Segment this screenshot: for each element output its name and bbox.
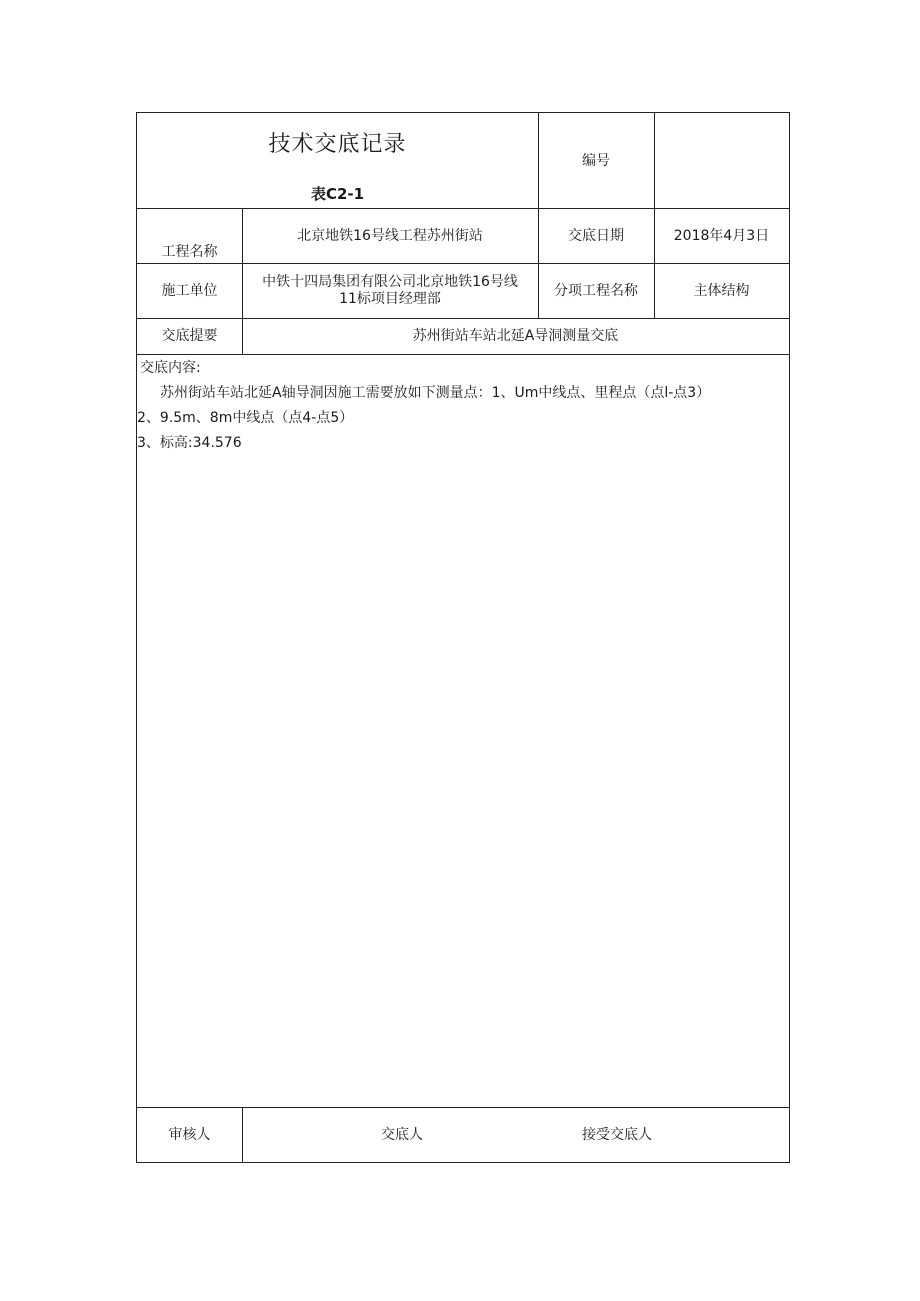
summary-value[interactable]: 苏州街站车站北延A导洞测量交底 (412, 328, 619, 344)
contractor-label: 施工单位 (161, 282, 218, 299)
contractor-value-line: 11标项目经理部 (339, 290, 441, 307)
content-line: 3、标高:34.576 (137, 435, 242, 451)
project-name-label: 工程名称 (161, 244, 218, 260)
disclosure-content[interactable] (137, 356, 789, 456)
contractor-value[interactable] (242, 263, 538, 318)
date-label: 交底日期 (568, 227, 624, 244)
contractor-value-line: 中铁十四局集团有限公司北京地铁16号线 (262, 273, 518, 290)
date-value[interactable]: 2018年4月3日 (673, 227, 770, 244)
project-name-value[interactable]: 北京地铁16号线工程苏州街站 (297, 227, 483, 244)
technical-disclosure-form (136, 112, 790, 1163)
sub-project-value[interactable]: 主体结构 (693, 282, 750, 299)
number-value[interactable] (654, 113, 789, 208)
presenter-label: 交底人 (381, 1127, 423, 1143)
form-code: 表C2-1 (310, 185, 365, 203)
receiver-label: 接受交底人 (582, 1127, 652, 1143)
page-title: 技术交底记录 (268, 132, 407, 157)
row-divider (137, 354, 789, 355)
sub-project-label: 分项工程名称 (554, 282, 638, 299)
content-label: 交底内容: (140, 360, 201, 376)
content-line: 苏州街站车站北延A轴导洞因施工需要放如下测量点：1、Um中线点、里程点（点l-点3） (160, 385, 711, 401)
number-label: 编号 (582, 152, 610, 169)
reviewer-label: 审核人 (168, 1127, 211, 1143)
summary-label: 交底提要 (161, 328, 218, 344)
content-line: 2、9.5m、8m中线点（点4-点5） (137, 410, 354, 426)
column-divider (242, 1107, 243, 1163)
